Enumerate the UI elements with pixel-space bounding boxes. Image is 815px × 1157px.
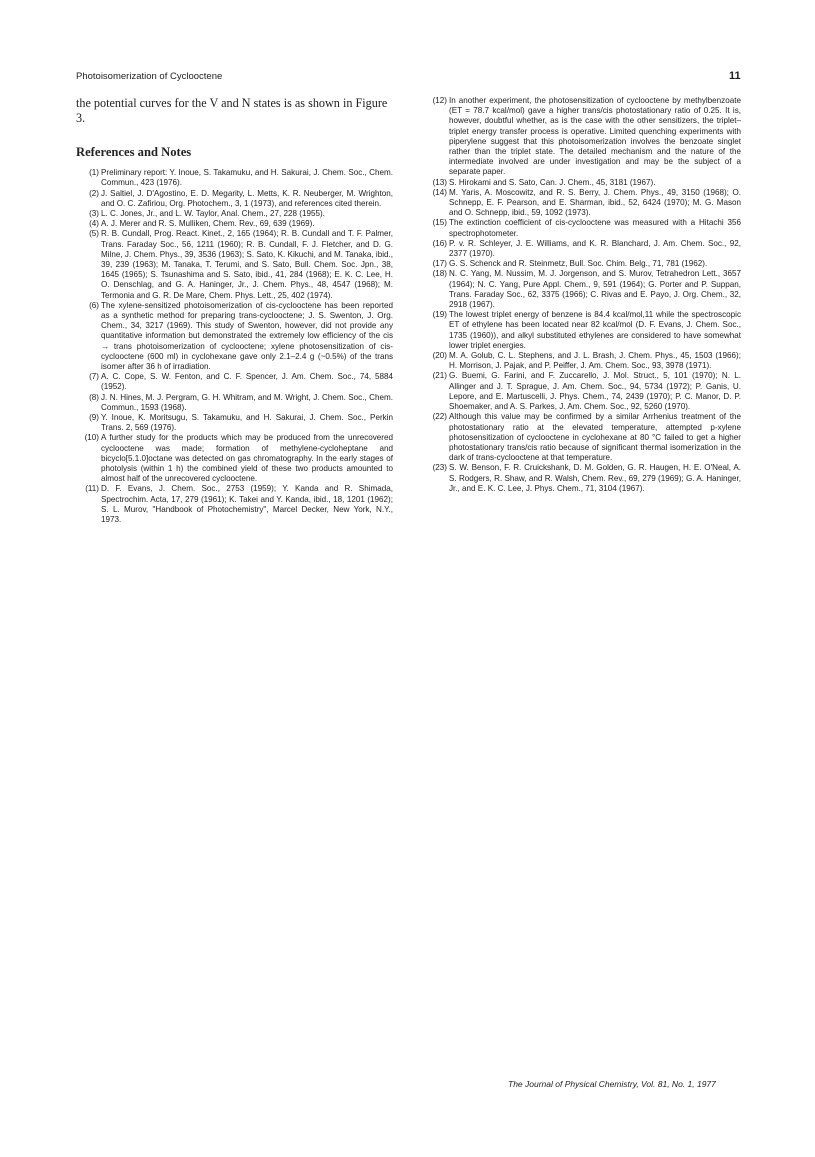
reference-text: P. v. R. Schleyer, J. E. Williams, and K. R. Blanchard, J. Am. Chem. Soc., 92, 2377 (1970). bbox=[449, 238, 741, 259]
section-title: References and Notes bbox=[76, 145, 192, 160]
reference-number: (12) bbox=[432, 96, 447, 105]
reference-text: L. C. Jones, Jr., and L. W. Taylor, Anal. Chem., 27, 228 (1955). bbox=[101, 209, 325, 218]
reference-text: Preliminary report: Y. Inoue, S. Takamuku, and H. Sakurai, J. Chem. Soc., Chem. Commun., 423 (1976). bbox=[101, 168, 393, 188]
reference-text: The xylene-sensitized photoisomerization of cis-cyclooctene has been reported as a synthetic method for preparing trans-cyclooctene; J. S. Swenton, J. Org. Chem., 34, 3217 (1969). This study of Swenton, however, did not provide any quantitative information but demonstrated the extremely low efficiency of the cis → trans photoisomerization of cyclooctene; xylene photosensitization of cis-cyclooctene (600 ml) in cyclohexane gave only 2.1–2.4 g (~0.5%) of the trans isomer after 36 h of irradiation. bbox=[101, 300, 393, 372]
reference-text: G. Buemi, G. Farini, and F. Zuccarello, J. Mol. Struct., 5, 101 (1970); N. L. Allinger and J. T. Sprague, J. Am. Chem. Soc., 94, 5734 (1972); P. Ganis, U. Lepore, and E. Martuscelli, J. Phys. Chem., 74, 2439 (1970); P. C. Manor, D. P. Shoemaker, and A. S. Parkes, J. Am. Chem. Soc., 92, 5260 (1970). bbox=[449, 371, 741, 412]
reference-number: (6) bbox=[89, 300, 99, 310]
reference-item bbox=[424, 259, 741, 269]
reference-item bbox=[76, 301, 393, 372]
reference-text: Although this value may be confirmed by a similar Arrhenius treatment of the photostationary ratio at the elevated temperature, attempted p-xylene photosensitization of cyclooctene in cyclohexane at 80 °C failed to get a higher photostationary trans/cis ratio because of significant thermal isomerization in the dark of trans-cyclooctene at that temperature. bbox=[449, 412, 741, 463]
reference-item bbox=[424, 188, 741, 219]
reference-item bbox=[424, 218, 741, 238]
reference-number: (7) bbox=[89, 372, 99, 382]
reference-text: S. Hirokami and S. Sato, Can. J. Chem., 45, 3181 (1967). bbox=[449, 177, 656, 187]
reference-item bbox=[76, 168, 393, 188]
reference-number: (20) bbox=[432, 351, 447, 361]
reference-number: (18) bbox=[432, 269, 447, 279]
reference-text: R. B. Cundall, Prog. React. Kinet., 2, 165 (1964); R. B. Cundall and T. F. Palmer, Trans. Faraday Soc., 56, 1211 (1960); R. B. Cundall, F. J. Fletcher, and D. G. Milne, J. Chem. Phys., 39, 3536 (1963); S. Sato, K. Kikuchi, and M. Tanaka, ibid., 39, 239 (1963); M. Tanaka, T. Terumi, and S. Sato, Bull. Chem. Soc. Jpn., 38, 1645 (1965); S. Tsunashima and S. Sato, ibid., 41, 284 (1968); E. K. C. Lee, H. O. Denschlag, and G. A. Haninger, Jr., J. Chem. Phys., 48, 4547 (1968); M. Termonia and G. R. De Mare, Chem. Phys. Lett., 25, 402 (1974). bbox=[101, 229, 393, 300]
reference-item bbox=[424, 178, 741, 188]
reference-item bbox=[76, 219, 393, 229]
reference-number: (1) bbox=[89, 168, 99, 178]
reference-text: M. A. Golub, C. L. Stephens, and J. L. Brash, J. Chem. Phys., 45, 1503 (1966); H. Morrison, J. Pajak, and P. Peiffer, J. Am. Chem. Soc., 93, 3978 (1971). bbox=[449, 351, 741, 371]
reference-text: S. W. Benson, F. R. Cruickshank, D. M. Golden, G. R. Haugen, H. E. O'Neal, A. S. Rodgers, R. Shaw, and R. Walsh, Chem. Rev., 69, 279 (1969); G. A. Haninger, Jr., and E. K. C. Lee, J. Phys. Chem., 71, 3104 (1967). bbox=[449, 463, 741, 493]
reference-item bbox=[76, 413, 393, 433]
reference-number: (19) bbox=[432, 310, 447, 320]
reference-number: (9) bbox=[89, 413, 99, 423]
reference-number: (4) bbox=[89, 219, 99, 229]
reference-number: (21) bbox=[432, 371, 447, 381]
left-column bbox=[76, 96, 393, 525]
reference-item bbox=[76, 189, 393, 209]
reference-list-right bbox=[424, 96, 741, 494]
reference-item bbox=[424, 239, 741, 259]
reference-number: (14) bbox=[432, 187, 447, 197]
reference-item bbox=[424, 269, 741, 310]
reference-number: (2) bbox=[89, 188, 99, 198]
reference-item bbox=[76, 372, 393, 392]
reference-list-left bbox=[76, 168, 393, 525]
reference-item bbox=[76, 433, 393, 484]
reference-text: M. Yaris, A. Moscowitz, and R. S. Berry, J. Chem. Phys., 49, 3150 (1968); O. Schnepp, E. F. Pearson, and E. Sharman, ibid., 52, 6424 (1970); M. G. Mason and O. Schnepp, ibid., 59, 1092 (1973). bbox=[449, 187, 741, 218]
reference-item bbox=[76, 393, 393, 413]
reference-item bbox=[76, 484, 393, 525]
reference-number: (11) bbox=[85, 484, 99, 494]
reference-text: G. S. Schenck and R. Steinmetz, Bull. Soc. Chim. Belg., 71, 781 (1962). bbox=[449, 259, 708, 269]
reference-number: (22) bbox=[432, 412, 447, 422]
reference-text: The lowest triplet energy of benzene is 84.4 kcal/mol,11 while the spectroscopic ET of ethylene has been located near 82 kcal/mol (D. F. Evans, J. Chem. Soc., 1735 (1960)), and alkyl substituted ethylenes are considered to have somewhat lower triplet energies. bbox=[449, 310, 741, 350]
reference-text: The extinction coefficient of cis-cyclooctene was measured with a Hitachi 356 spectrophotometer. bbox=[449, 218, 741, 238]
reference-number: (10) bbox=[84, 433, 99, 443]
reference-item bbox=[424, 351, 741, 371]
reference-text: N. C. Yang, M. Nussim, M. J. Jorgenson, and S. Murov, Tetrahedron Lett., 3657 (1964); N. C. Yang, Pure Appl. Chem., 9, 591 (1964); G. Porter and P. Suppan, Trans. Faraday Soc., 62, 3375 (1966); C. Rivas and E. Payo, J. Org. Chem., 32, 2918 (1967). bbox=[449, 269, 741, 310]
reference-item bbox=[424, 310, 741, 351]
reference-text: J. Saltiel, J. D'Agostino, E. D. Megarity, L. Metts, K. R. Neuberger, M. Wrighton, and O. C. Zafiriou, Org. Photochem., 3, 1 (1973), and references cited therein. bbox=[101, 188, 393, 208]
reference-text: A. J. Merer and R. S. Mulliken, Chem. Rev., 69, 639 (1969). bbox=[101, 219, 315, 229]
reference-item bbox=[424, 96, 741, 178]
reference-number: (8) bbox=[89, 392, 99, 402]
reference-item bbox=[424, 371, 741, 412]
reference-text: A further study for the products which may be produced from the unrecovered cyclooctene was made; formation of methylene-cycloheptane and bicyclo[5.1.0]octane was detected on gas chromatography. In the early stages of photolysis (within 1 h) the combined yield of these two products amounted to almost half of the unrecovered cyclooctene. bbox=[101, 433, 393, 484]
page-number: 11 bbox=[729, 70, 741, 82]
reference-text: Y. Inoue, K. Moritsugu, S. Takamuku, and H. Sakurai, J. Chem. Soc., Perkin Trans. 2, 569 (1976). bbox=[101, 413, 393, 433]
reference-number: (16) bbox=[432, 238, 447, 248]
reference-text: A. C. Cope, S. W. Fenton, and C. F. Spencer, J. Am. Chem. Soc., 74, 5884 (1952). bbox=[101, 372, 393, 392]
reference-text: J. N. Hines, M. J. Pergram, G. H. Whitram, and M. Wright, J. Chem. Soc., Chem. Commun., 1593 (1968). bbox=[101, 392, 393, 412]
reference-number: (23) bbox=[432, 463, 447, 473]
reference-item bbox=[424, 463, 741, 494]
reference-number: (17) bbox=[432, 259, 447, 269]
journal-footer: The Journal of Physical Chemistry, Vol. 81, No. 1, 1977 bbox=[508, 1079, 716, 1089]
reference-text: In another experiment, the photosensitization of cyclooctene by methylbenzoate (ET = 78.7 kcal/mol) gave a higher trans/cis photostationary ratio of 0.25. It is, however, doubtful whether, as is the case with the other sensitizers, the triplet–triplet energy transfer process is operative. Limited quenching experiments with piperylene suggest that this photoisomerization involves the benzoate singlet rather than the triplet state. The detailed mechanism and the nature of the intermediate involved are under investigation and may be the subject of a separate paper. bbox=[449, 96, 741, 177]
reference-number: (13) bbox=[432, 177, 447, 187]
reference-number: (3) bbox=[89, 209, 99, 218]
reference-item bbox=[76, 229, 393, 300]
running-title: Photoisomerization of Cyclooctene bbox=[76, 71, 223, 82]
lead-paragraph: the potential curves for the V and N states is as shown in Figure 3. bbox=[76, 96, 388, 125]
reference-item bbox=[76, 209, 393, 219]
reference-number: (15) bbox=[432, 218, 447, 228]
right-column bbox=[424, 96, 741, 494]
reference-item bbox=[424, 412, 741, 463]
reference-text: D. F. Evans, J. Chem. Soc., 2753 (1959); Y. Kanda and R. Shimada, Spectrochim. Acta, 17, 279 (1961); K. Takei and Y. Kanda, ibid., 18, 1201 (1962); S. L. Murov, "Handbook of Photochemistry", Marcel Decker, New York, N.Y., 1973. bbox=[101, 484, 393, 525]
reference-number: (5) bbox=[89, 229, 99, 239]
